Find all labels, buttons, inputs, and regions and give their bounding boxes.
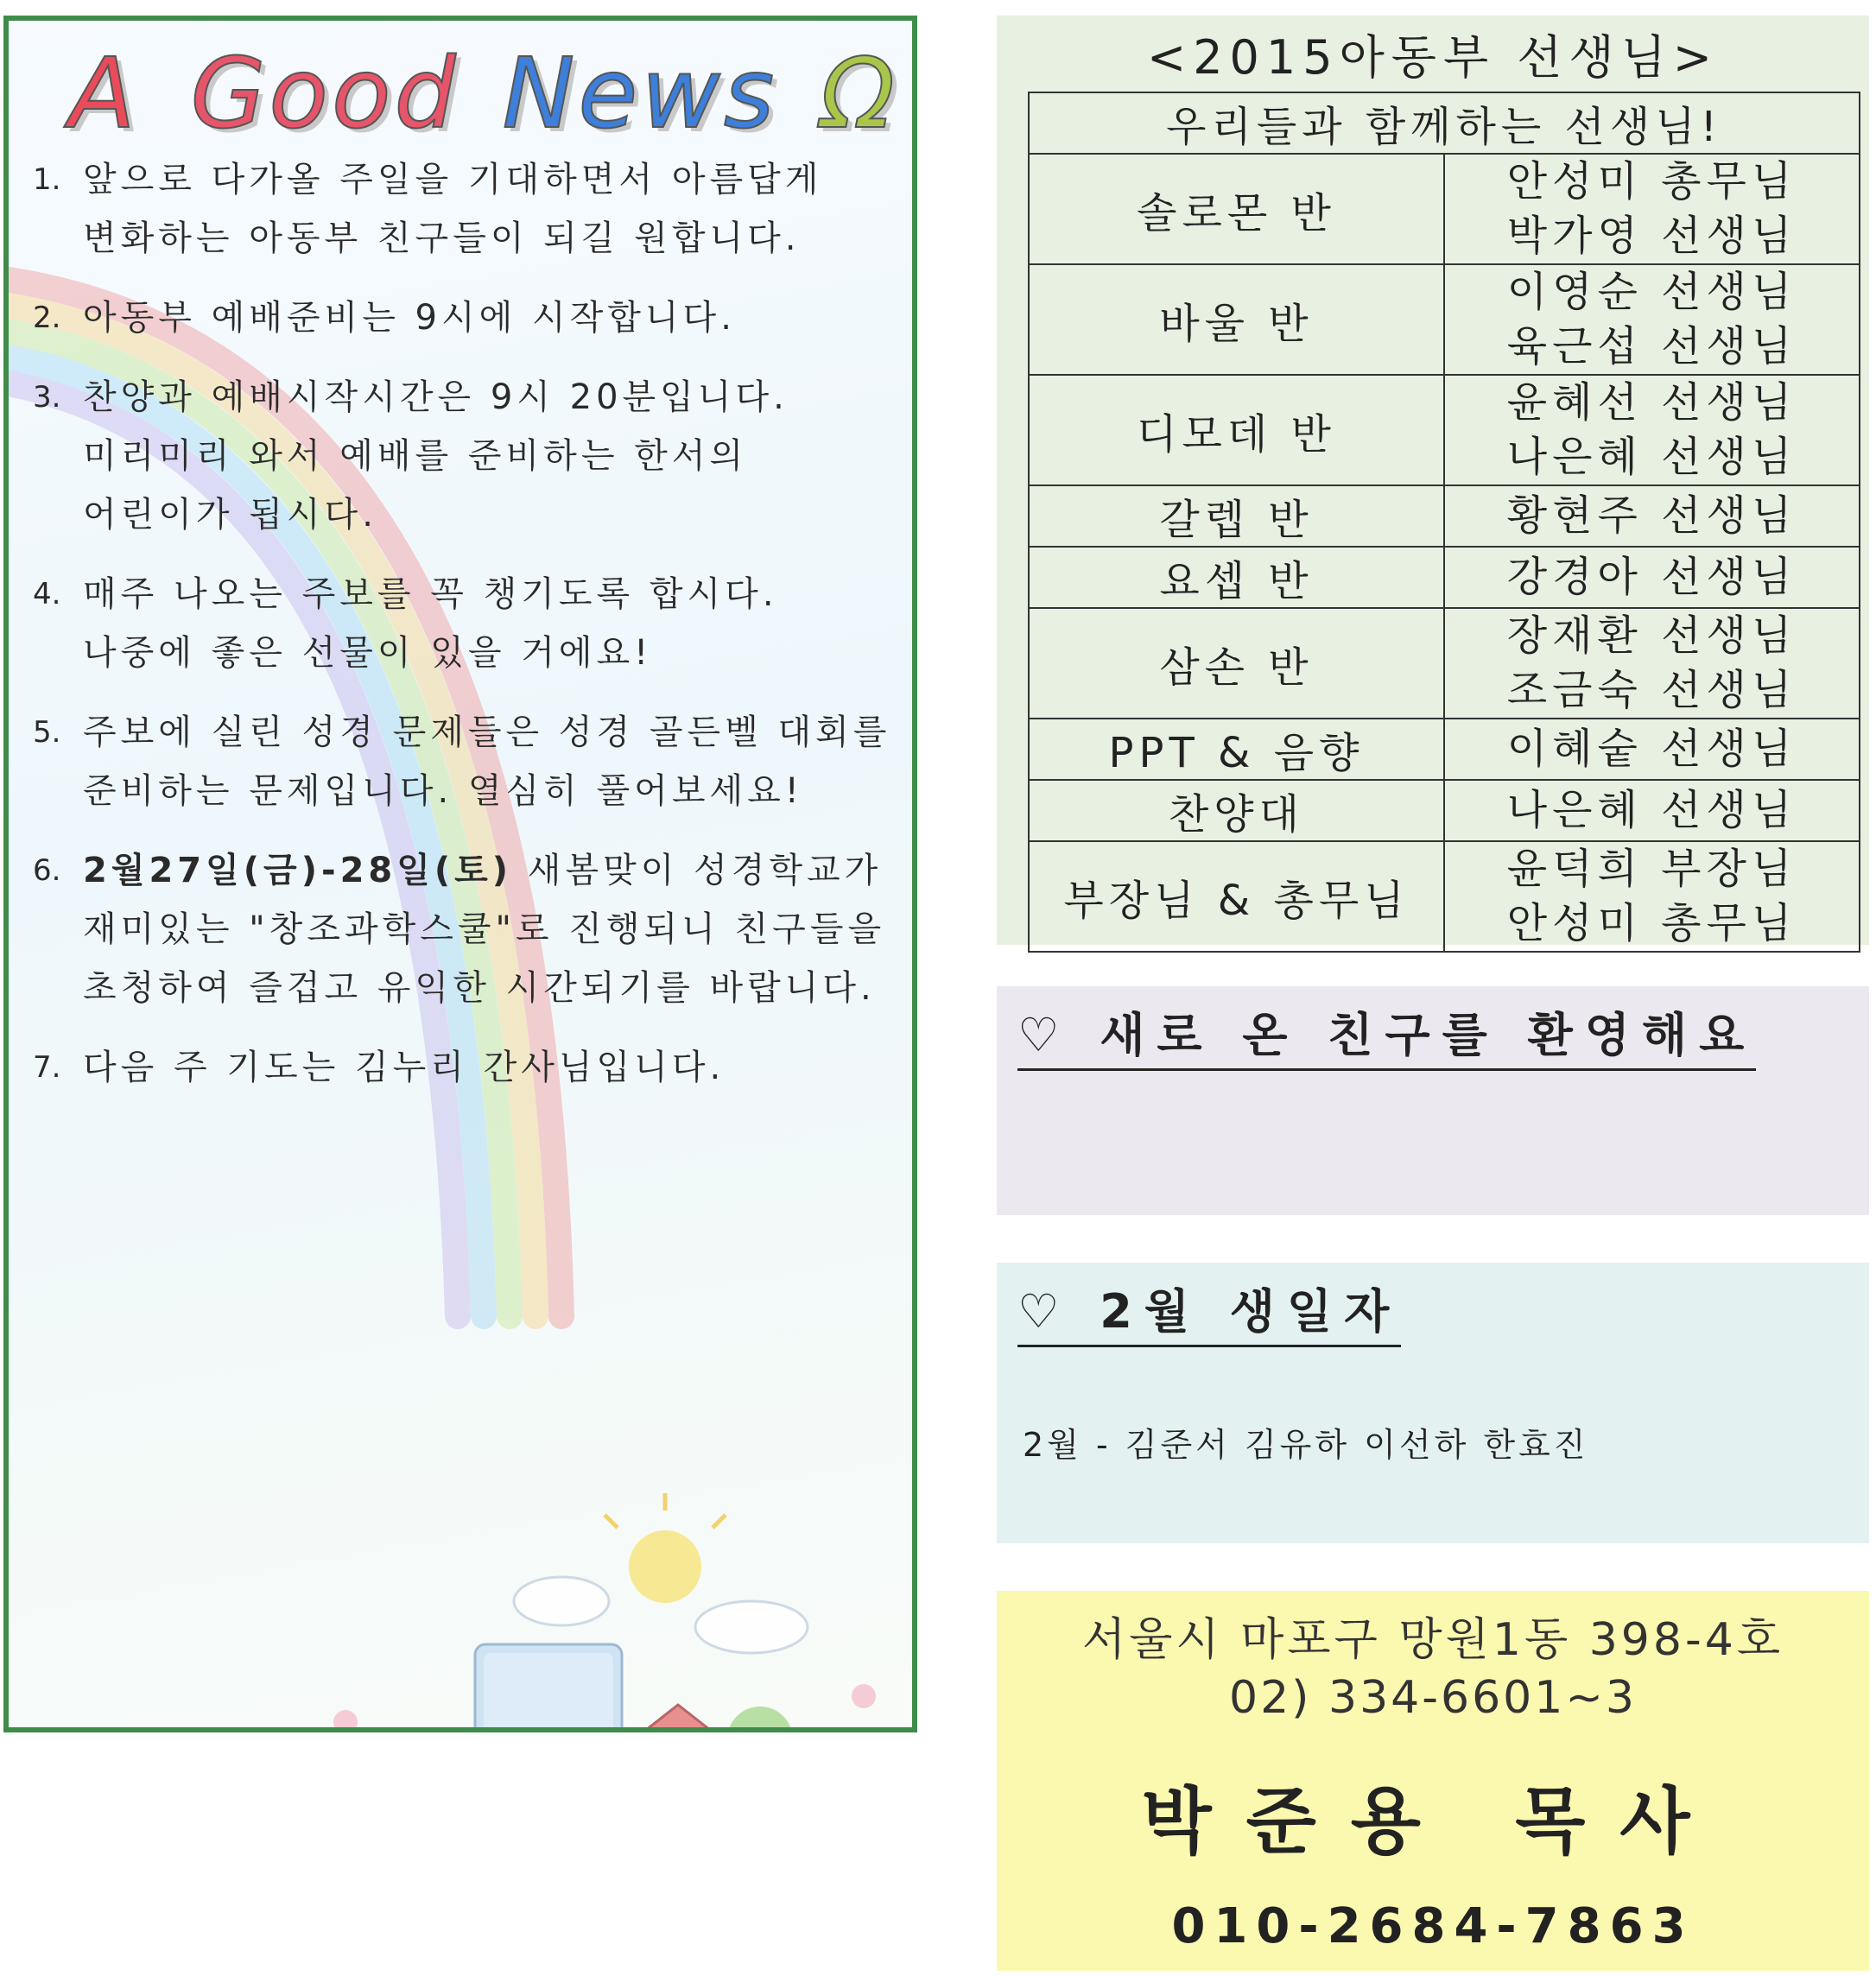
class-name: 삼손 반: [1029, 608, 1444, 719]
title-letter-a: A: [69, 38, 139, 150]
pastor-mobile: 010-2684-7863: [1171, 1898, 1695, 1954]
class-name: 찬양대: [1029, 780, 1444, 841]
teacher-names: [1444, 264, 1860, 375]
news-item-number: 6.: [33, 853, 61, 888]
church-address: 서울시 마포구 망원1동 398-4호: [1081, 1614, 1784, 1666]
house-icon: [618, 1705, 793, 1732]
teacher-names: [1444, 375, 1860, 485]
good-news-panel: [3, 16, 917, 1732]
birthday-heading: ♡ 2월 생일자: [1017, 1275, 1401, 1347]
teacher-name: 강경아 선생님: [1506, 553, 1797, 601]
table-row: [1029, 264, 1860, 375]
teacher-names: [1444, 719, 1860, 780]
news-item-number: 4.: [33, 577, 61, 611]
news-item-number: 2.: [33, 301, 61, 335]
teacher-name: 이영순 선생님: [1506, 268, 1797, 316]
sun-icon: [605, 1493, 726, 1603]
table-row: [1029, 375, 1860, 485]
news-item: [33, 1038, 897, 1097]
news-item-text: 앞으로 다가올 주일을 기대하면서 아름답게 변화하는 아동부 친구들이 되길 원합니다.: [83, 160, 823, 258]
teachers-table-header: 우리들과 함께하는 선생님!: [1029, 92, 1860, 154]
birthday-list: 2월 - 김준서 김유하 이선하 한효진: [1023, 1426, 1589, 1464]
title-word-news: News: [502, 38, 778, 150]
class-name: 솔로몬 반: [1029, 154, 1444, 264]
teacher-name: 나은혜 선생님: [1506, 786, 1797, 834]
news-item-text: 다음 주 기도는 김누리 간사님입니다.: [83, 1048, 726, 1087]
teacher-name: 안성미 총무님: [1506, 157, 1797, 206]
teacher-names: [1444, 780, 1860, 841]
teacher-name: 장재환 선생님: [1506, 611, 1797, 660]
table-row: [1029, 841, 1860, 952]
news-item-number: 1.: [33, 162, 61, 197]
teacher-names: [1444, 154, 1860, 264]
news-item-text: 아동부 예배준비는 9시에 시작합니다.: [83, 298, 736, 338]
news-title: [69, 38, 898, 150]
teacher-names: [1444, 841, 1860, 952]
news-item-number: 3.: [33, 380, 61, 415]
news-item: [33, 841, 897, 1017]
class-name: 바울 반: [1029, 264, 1444, 375]
class-name: 요셉 반: [1029, 547, 1444, 608]
table-row: [1029, 608, 1860, 719]
teachers-section: [997, 16, 1869, 945]
news-item-text: 주보에 실린 성경 문제들은 성경 골든벨 대회를 준비하는 문제입니다. 열심히 풀어보세요!: [83, 712, 891, 811]
news-item-text: 매주 나오는 주보를 꼭 챙기도록 합시다. 나중에 좋은 선물이 있을 거에요!: [83, 574, 778, 673]
news-item: [33, 703, 897, 820]
teacher-name: 안성미 총무님: [1506, 899, 1797, 947]
teacher-name: 이혜숱 선생님: [1506, 725, 1797, 773]
teacher-name: 윤혜선 선생님: [1506, 378, 1797, 427]
news-item-text: 찬양과 예배시작시간은 9시 20분입니다. 미리미리 와서 예배를 준비하는 한서의 어린이가 됩시다.: [83, 377, 789, 535]
teachers-table: [1028, 92, 1860, 953]
bible-book-icon: [475, 1644, 622, 1732]
news-list: [33, 150, 897, 1118]
teacher-name: 나은혜 선생님: [1506, 433, 1797, 481]
class-name: 부장님 & 총무님: [1029, 841, 1444, 952]
class-name: 갈렙 반: [1029, 485, 1444, 547]
teacher-names: [1444, 485, 1860, 547]
table-row: [1029, 780, 1860, 841]
teacher-name: 박가영 선생님: [1506, 212, 1797, 260]
news-item-date: 2월27일(금)-28일(토): [83, 851, 513, 890]
welcome-section: [997, 986, 1869, 1215]
title-word-good: Good: [190, 38, 459, 150]
class-name: PPT & 음향: [1029, 719, 1444, 780]
pastor-name: 박준용 목사: [1141, 1779, 1725, 1864]
news-item: [33, 150, 897, 268]
welcome-heading: ♡ 새로 온 친구를 환영해요: [1017, 998, 1756, 1071]
birthday-section: [997, 1263, 1869, 1543]
news-item-number: 5.: [33, 715, 61, 750]
teachers-title: <2015아동부 선생님>: [1146, 30, 1720, 85]
teacher-name: 육근섭 선생님: [1506, 322, 1797, 370]
teacher-name: 윤덕희 부장님: [1506, 845, 1797, 893]
table-row: [1029, 547, 1860, 608]
table-row: [1029, 154, 1860, 264]
news-item: [33, 565, 897, 682]
teacher-names: [1444, 608, 1860, 719]
table-row: [1029, 485, 1860, 547]
teacher-name: 황현주 선생님: [1506, 491, 1797, 540]
class-name: 디모데 반: [1029, 375, 1444, 485]
news-item: [33, 368, 897, 544]
church-phone: 02) 334-6601~3: [1229, 1672, 1637, 1724]
title-symbol: Ω: [821, 38, 898, 150]
table-row: [1029, 719, 1860, 780]
teacher-names: [1444, 547, 1860, 608]
contact-section: [997, 1591, 1869, 1971]
news-item: [33, 288, 897, 347]
news-item-text: 새봄맞이 성경학교가 재미있는 "창조과학스쿨"로 진행되니 친구들을 초청하여 즐겁고 유익한 시간되기를 바랍니다.: [83, 851, 886, 1008]
news-item-number: 7.: [33, 1050, 61, 1085]
teacher-name: 조금숙 선생님: [1506, 666, 1797, 714]
